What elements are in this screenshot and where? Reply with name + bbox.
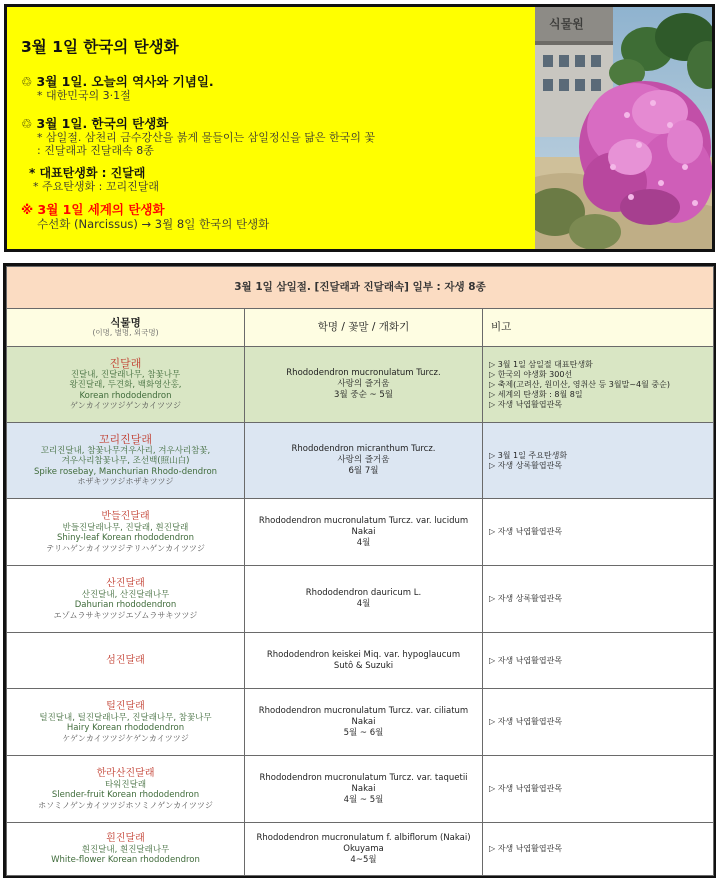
scientific-name: Rhododendron mucronulatum Turcz. var. lucidum xyxy=(258,515,469,526)
plant-alias: 반들진달래나무, 진달래, 흰진달래 xyxy=(62,522,189,533)
banner-title: 3월 1일 한국의 탄생화 xyxy=(21,38,179,56)
history-detail: * 대한민국의 3·1절 xyxy=(37,89,131,102)
scientific-name: Rhododendron mucronulatum Turcz. var. taquetii xyxy=(259,772,468,783)
note-item: ▷ 자생 상록활엽관목 xyxy=(489,460,563,470)
scientific-author: Nakai xyxy=(351,716,376,727)
plant-name: 산진달래 xyxy=(106,577,145,589)
bloom-period: 4월 xyxy=(356,537,371,548)
notes-cell xyxy=(483,633,714,689)
table-row xyxy=(7,423,714,499)
header-plant-name-label: 식물명 xyxy=(110,316,141,329)
plant-japanese-name: ゲンカイツツジゲンカイツツジ xyxy=(69,401,182,411)
note-item: ▷ 자생 낙엽활엽관목 xyxy=(489,844,563,853)
plant-name-cell xyxy=(7,756,245,823)
table-row xyxy=(7,633,714,689)
plant-japanese-name: エゾムラサキツツジエゾムラサキツツジ xyxy=(53,610,198,620)
header-plant-name xyxy=(7,309,245,347)
plant-name-cell xyxy=(7,347,245,423)
scientific-cell xyxy=(245,347,483,423)
plant-name: 털진달래 xyxy=(106,700,145,712)
plant-name: 진달래 xyxy=(109,356,142,370)
notes-cell xyxy=(483,423,714,499)
plant-english-name: White-flower Korean rhododendron xyxy=(51,855,200,865)
scientific-name: Rhododendron dauricum L. xyxy=(305,588,422,598)
species-table xyxy=(6,266,714,876)
header-plant-name-sub: (이명, 별명, 외국명) xyxy=(92,328,159,338)
plant-english-name: Korean rhododendron xyxy=(79,390,172,401)
plant-name-cell xyxy=(7,423,245,499)
plant-alias: 타워진달래 xyxy=(104,779,147,790)
azalea-photo xyxy=(535,7,715,249)
korean-birth-flower-genus: : 진달래과 진달래속 8종 xyxy=(37,144,154,157)
table-row xyxy=(7,756,714,823)
plant-japanese-name: ホザキツツジホザキツツジ xyxy=(77,477,174,487)
table-row xyxy=(7,566,714,633)
scientific-name: Rhododendron mucronulatum Turcz. var. ciliatum xyxy=(258,705,469,716)
header-scientific: 학명 / 꽃말 / 개화기 xyxy=(245,309,483,347)
plant-name-cell xyxy=(7,566,245,633)
plant-name-cell xyxy=(7,689,245,756)
world-birth-flower-detail: 수선화 (Narcissus) → 3월 8일 한국의 탄생화 xyxy=(37,217,270,231)
korean-birth-flower-heading: ♲ 3월 1일. 한국의 탄생화 xyxy=(21,116,169,131)
plant-japanese-name: ケゲンカイツツジケゲンカイツツジ xyxy=(62,733,189,743)
note-item: ▷ 축제(고려산, 원미산, 영취산 등 3월말~4월 중순) xyxy=(489,379,670,389)
plant-english-name: Dahurian rhododendron xyxy=(74,600,177,610)
bloom-period: 3월 중순 ~ 5월 xyxy=(334,390,393,400)
notes-cell xyxy=(483,756,714,823)
scientific-cell xyxy=(245,566,483,633)
species-table-frame xyxy=(3,263,716,878)
plant-alias: 왕진달래, 두견화, 백화영산홍, xyxy=(69,380,182,391)
plant-name: 반들진달래 xyxy=(101,510,150,522)
plant-alias: 털진달내, 털진달래나무, 진달래나무, 참꽃나무 xyxy=(39,712,212,723)
scientific-name: Rhododendron mucronulatum Turcz. xyxy=(286,368,441,378)
table-row xyxy=(7,689,714,756)
scientific-name: Rhododendron keiskei Miq. var. hypoglaucum xyxy=(266,649,461,660)
plant-name-cell xyxy=(7,499,245,566)
plant-name: 흰진달래 xyxy=(106,832,145,844)
building-sign: 식물원 xyxy=(549,17,584,31)
note-item: ▷ 자생 상록활엽관목 xyxy=(489,594,563,603)
notes-cell xyxy=(483,499,714,566)
scientific-cell xyxy=(245,823,483,876)
plant-alias: 진달내, 진달래나무, 참꽃나무 xyxy=(70,369,181,380)
plant-name-cell xyxy=(7,633,245,689)
note-item: ▷ 세계의 탄생화 : 8월 8일 xyxy=(489,389,583,399)
plant-name: 섬진달래 xyxy=(106,654,145,666)
bloom-period: 4~5월 xyxy=(350,854,377,865)
note-item: ▷ 자생 낙엽활엽관목 xyxy=(489,784,563,793)
note-item: ▷ 자생 낙엽활엽관목 xyxy=(489,399,563,409)
bloom-period: 4월 ~ 5월 xyxy=(343,794,384,805)
table-row xyxy=(7,823,714,876)
plant-japanese-name: ホソミノゲンカイツツジホソミノゲンカイツツジ xyxy=(38,800,213,810)
header-notes: 비고 xyxy=(483,309,714,347)
plant-english-name: Slender-fruit Korean rhododendron xyxy=(51,790,200,800)
scientific-cell xyxy=(245,756,483,823)
scientific-cell xyxy=(245,689,483,756)
notes-cell xyxy=(483,347,714,423)
scientific-cell xyxy=(245,499,483,566)
bloom-period: 4월 xyxy=(356,599,371,609)
note-item: ▷ 3월 1일 삼일절 대표탄생화 xyxy=(489,359,593,369)
table-row xyxy=(7,499,714,566)
notes-cell xyxy=(483,689,714,756)
plant-name: 한라산진달래 xyxy=(96,767,155,779)
table-title: 3월 1일 삼일절. [진달래과 진달래속] 일부 : 자생 8종 xyxy=(7,267,714,309)
scientific-author: Sutô & Suzuki xyxy=(333,660,394,671)
plant-name-cell xyxy=(7,823,245,876)
note-item: ▷ 자생 낙엽활엽관목 xyxy=(489,717,563,726)
bloom-period: 5월 ~ 6월 xyxy=(343,727,384,738)
notes-cell xyxy=(483,566,714,633)
table-header-row xyxy=(7,309,714,347)
korean-birth-flower-desc: * 삼일절. 삼천리 금수강산을 붉게 물들이는 삼일정신을 닮은 한국의 꽃 xyxy=(37,131,375,144)
history-heading: ♲ 3월 1일. 오늘의 역사와 기념일. xyxy=(21,74,214,89)
birth-flower-banner xyxy=(4,4,715,252)
plant-alias: 꼬리진달내, 참꽃나무겨우사리, 겨우사리참꽃, xyxy=(40,445,211,456)
scientific-cell xyxy=(245,633,483,689)
note-item: ▷ 한국의 야생화 300선 xyxy=(489,369,573,379)
flower-meaning: 사랑의 즐거움 xyxy=(337,455,390,465)
scientific-name: Rhododendron micranthum Turcz. xyxy=(291,444,436,454)
representative-flower: * 대표탄생화 : 진달래 xyxy=(29,166,146,180)
note-item: ▷ 자생 낙엽활엽관목 xyxy=(489,527,563,536)
note-item: ▷ 자생 낙엽활엽관목 xyxy=(489,655,563,665)
plant-english-name: Spike rosebay, Manchurian Rhodo-dendron xyxy=(33,466,218,477)
plant-english-name: Hairy Korean rhododendron xyxy=(66,723,185,733)
table-title-row xyxy=(7,267,714,309)
scientific-author: Nakai xyxy=(351,783,376,794)
table-row xyxy=(7,347,714,423)
plant-alias: 산진달내, 산진달래나무 xyxy=(81,589,170,600)
scientific-author: Nakai xyxy=(351,526,376,537)
banner-text xyxy=(21,35,541,231)
plant-name: 꼬리진달래 xyxy=(98,432,153,446)
notes-cell xyxy=(483,823,714,876)
plant-alias: 흰진달내, 흰진달래나무 xyxy=(81,844,170,855)
scientific-cell xyxy=(245,423,483,499)
plant-english-name: Shiny-leaf Korean rhododendron xyxy=(57,533,194,543)
flower-meaning: 사랑의 즐거움 xyxy=(337,379,390,389)
plant-alias: 겨우사리참꽃나무, 조선백(照山白) xyxy=(61,456,190,467)
bloom-period: 6월 7월 xyxy=(348,466,379,476)
world-birth-flower-heading: ※ 3월 1일 세계의 탄생화 xyxy=(21,202,165,217)
scientific-author: Okuyama xyxy=(343,843,384,854)
note-item: ▷ 3월 1일 주요탄생화 xyxy=(489,450,568,460)
scientific-name: Rhododendron mucronulatum f. albiflorum (Nakai) xyxy=(256,832,471,843)
plant-japanese-name: テリハゲンカイツツジテリハゲンカイツツジ xyxy=(46,543,205,553)
main-flower: * 주요탄생화 : 꼬리진달래 xyxy=(33,180,159,193)
